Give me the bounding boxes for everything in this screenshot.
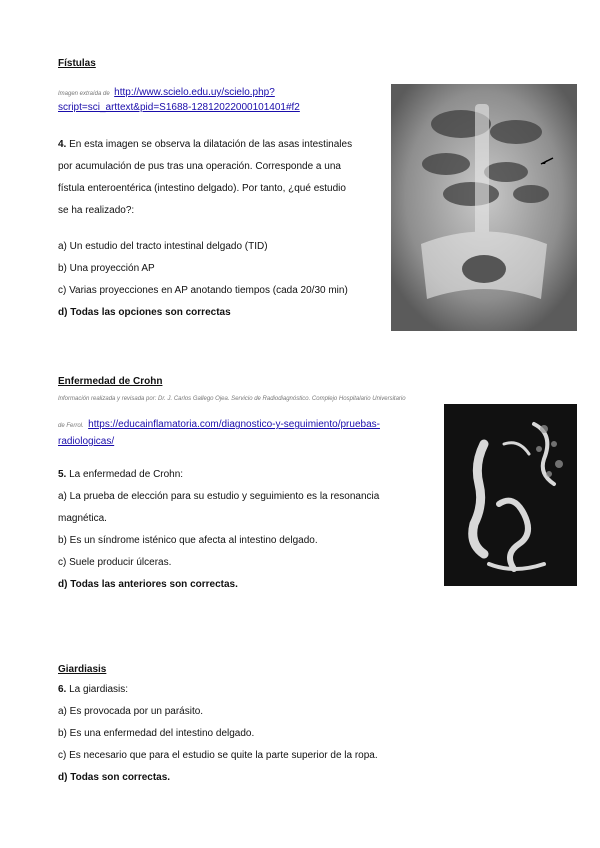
option-b: b) Una proyección AP bbox=[58, 263, 155, 274]
educainflamatoria-link-part2[interactable]: radiologicas/ bbox=[58, 436, 115, 447]
question-4-line4: se ha realizado?: bbox=[58, 205, 135, 216]
crohn-caption-line2: de Ferrol. bbox=[58, 423, 84, 429]
section-heading-crohn: Enfermedad de Crohn bbox=[58, 376, 163, 387]
question-6-number: 6. bbox=[58, 684, 67, 695]
option-b: b) Es un síndrome isténico que afecta al intestino delgado. bbox=[58, 535, 318, 546]
question-4-line1 bbox=[58, 138, 352, 152]
image-source-caption: Imagen extraída de bbox=[58, 91, 110, 97]
option-d: d) Todas las opciones son correctas bbox=[58, 307, 231, 318]
question-4-options bbox=[58, 240, 348, 320]
section-heading-giardiasis: Giardiasis bbox=[58, 664, 107, 675]
question-4-line3: fístula enteroentérica (intestino delgado). Por tanto, ¿qué estudio bbox=[58, 183, 346, 194]
question-5-number: 5. bbox=[58, 469, 67, 480]
option-a: a) La prueba de elección para su estudio y seguimiento es la resonancia bbox=[58, 491, 380, 502]
abdominal-xray-image bbox=[391, 84, 577, 331]
option-c: c) Varias proyecciones en AP anotando tiempos (cada 20/30 min) bbox=[58, 285, 348, 296]
question-4-line2: por acumulación de pus tras una operación. Corresponde a una bbox=[58, 161, 341, 172]
option-c: c) Suele producir úlceras. bbox=[58, 557, 172, 568]
question-4-text: En esta imagen se observa la dilatación de las asas intestinales bbox=[66, 139, 353, 150]
question-5 bbox=[58, 468, 379, 592]
scielo-link-part1[interactable]: http://www.scielo.edu.uy/scielo.php? bbox=[114, 87, 275, 98]
crohn-source-line bbox=[58, 414, 380, 432]
question-4-number: 4. bbox=[58, 139, 67, 150]
option-d: d) Todas las anteriores son correctas. bbox=[58, 579, 238, 590]
option-a: a) Es provocada por un parásito. bbox=[58, 706, 204, 717]
option-b: b) Es una enfermedad del intestino delgado. bbox=[58, 728, 255, 739]
option-a-continued: magnética. bbox=[58, 513, 107, 524]
crohn-contrast-xray-image bbox=[444, 404, 577, 586]
question-6 bbox=[58, 683, 378, 785]
educainflamatoria-link-part1[interactable]: https://educainflamatoria.com/diagnostico-y-seguimiento/pruebas- bbox=[88, 419, 380, 430]
option-c: c) Es necesario que para el estudio se quite la parte superior de la ropa. bbox=[58, 750, 378, 761]
question-5-text: La enfermedad de Crohn: bbox=[66, 469, 184, 480]
question-6-line bbox=[58, 683, 378, 697]
question-5-line bbox=[58, 468, 379, 482]
crohn-caption-line1: Información realizada y revisada por: Dr. J. Carlos Gallego Ojea. Servicio de Radiodiagnóstico. Complejo Hospitalario Universitario bbox=[58, 396, 406, 402]
question-6-text: La giardiasis: bbox=[66, 684, 129, 695]
scielo-link-part2[interactable]: script=sci_arttext&pid=S1688-12812022000101401#f2 bbox=[58, 102, 300, 113]
option-d: d) Todas son correctas. bbox=[58, 772, 171, 783]
section-heading-fistulas: Fístulas bbox=[58, 58, 96, 69]
question-4 bbox=[58, 138, 352, 218]
fistulas-source-line bbox=[58, 82, 275, 100]
option-a: a) Un estudio del tracto intestinal delgado (TID) bbox=[58, 241, 268, 252]
